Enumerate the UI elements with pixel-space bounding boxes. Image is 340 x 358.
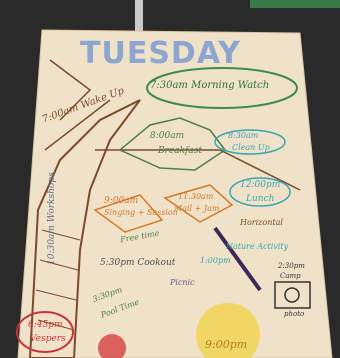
cookout-label: 5:30pm Cookout (100, 258, 176, 268)
nature-time: 1:00pm (200, 256, 231, 265)
singing-label: Singing + Session (104, 208, 178, 217)
morning-watch-label: 7:30am Morning Watch (150, 80, 270, 91)
breakfast-time: 8:00am (150, 131, 185, 141)
nature-label: Nature Activity (226, 242, 289, 251)
mail-label: Mail + Jam (174, 204, 220, 213)
camp-time: 2:30pm (278, 262, 305, 270)
vespers-time: 6:45pm (28, 320, 63, 330)
lunch-time: 12:00pm (240, 180, 281, 190)
poster-title: TUESDAY (80, 36, 241, 71)
pool-label: Pool Time (99, 297, 141, 320)
free-time-label: Free time (119, 228, 160, 245)
picnic-label: Picnic (170, 278, 195, 287)
cleanup-label: Clean Up (232, 143, 270, 152)
breakfast-label: Breakfast (158, 146, 202, 156)
pool-time: 3:30pm (91, 285, 124, 304)
workshops-label: 10:30am Workshops (47, 172, 57, 265)
lunch-label: Lunch (246, 194, 275, 204)
wake-up-label: 7:00am Wake Up (40, 85, 126, 126)
horizontal-label: Horizontal (240, 218, 283, 227)
photo-label: photo (284, 310, 305, 318)
bottom-time: 9:00pm (205, 338, 248, 351)
singing-time: 9:00am (104, 196, 139, 206)
cleanup-time: 8:30am (228, 131, 259, 140)
mail-time: 11:30am (178, 192, 214, 201)
vespers-label: Vespers (30, 334, 66, 344)
camp-label: Camp (280, 272, 301, 280)
